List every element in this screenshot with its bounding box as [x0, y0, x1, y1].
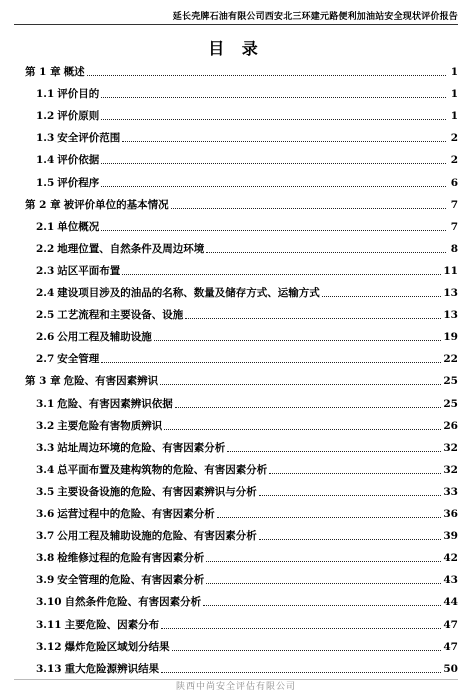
dot-leader [101, 361, 441, 363]
toc-entry-title: 自然条件危险、有害因素分析 [64, 596, 202, 609]
toc-entry-number: 3.2 [36, 419, 55, 432]
toc-section-entry[interactable] [36, 595, 458, 609]
dot-leader [161, 627, 441, 629]
toc-entry-title: 重大危险源辨识结果 [64, 662, 160, 675]
toc-entry-title: 被评价单位的基本情况 [63, 198, 169, 211]
toc-section-entry[interactable] [36, 640, 458, 654]
toc-entry-number: 2.4 [36, 287, 55, 299]
toc-entry-title: 危险、有害因素辨识 [63, 375, 159, 388]
toc-page-number: 39 [443, 530, 458, 543]
toc-page-number: 2 [450, 154, 458, 167]
toc-page-number: 43 [443, 574, 458, 587]
toc-entry-number: 2.3 [36, 264, 55, 277]
toc-page-number: 42 [443, 552, 458, 565]
toc-entry-title: 站区平面布置 [57, 264, 121, 277]
toc-entry-number: 3.6 [36, 508, 55, 520]
dot-leader [164, 428, 441, 430]
toc-entry-number: 2.5 [36, 309, 55, 322]
toc-entry-number: 2.1 [36, 220, 55, 233]
toc-section-entry[interactable] [36, 220, 458, 234]
toc-entry-number: 3.11 [36, 618, 62, 631]
toc-page-number: 47 [443, 618, 458, 631]
dot-leader [322, 295, 442, 297]
toc-page-number: 2 [450, 132, 458, 145]
toc-entry-title: 安全管理的危险、有害因素分析 [57, 574, 205, 587]
toc-page-number: 26 [443, 419, 458, 432]
dot-leader [259, 494, 442, 496]
toc-entry-title: 公用工程及辅助设施 [57, 331, 152, 344]
toc-page-number: 36 [443, 508, 458, 520]
toc-entry-title: 评价依据 [57, 154, 100, 167]
toc-page-number: 47 [443, 640, 458, 653]
dot-leader [171, 207, 446, 209]
toc-page-number: 25 [443, 375, 458, 388]
toc-entry-number: 3.7 [36, 530, 55, 543]
toc-entry-title: 地理位置、自然条件及周边环境 [57, 242, 205, 255]
toc-entry-title: 总平面布置及建构筑物的危险、有害因素分析 [57, 463, 268, 476]
dot-leader [203, 604, 441, 606]
toc-entry-title: 主要危险、因素分布 [64, 618, 160, 631]
dot-leader [101, 96, 446, 98]
toc-page-number: 32 [443, 441, 458, 454]
dot-leader [172, 649, 442, 651]
toc-section-entry[interactable] [36, 441, 458, 455]
toc-page-number: 13 [443, 287, 458, 299]
dot-leader [217, 516, 442, 518]
dot-leader [206, 251, 446, 253]
toc-page-number: 7 [450, 220, 458, 233]
toc-section-entry[interactable] [36, 131, 458, 145]
toc-page-number: 8 [450, 242, 458, 255]
toc-section-entry[interactable] [36, 485, 458, 499]
toc-page-number: 50 [443, 662, 458, 675]
toc-entry-title: 建设项目涉及的油品的名称、数量及储存方式、运输方式 [57, 287, 320, 299]
dot-leader [122, 140, 446, 142]
dot-leader [185, 317, 441, 319]
toc-section-entry[interactable] [36, 242, 458, 256]
toc-entry-number: 1.1 [36, 88, 55, 101]
dot-leader [101, 185, 446, 187]
toc-entry-number: 1.4 [36, 154, 55, 167]
toc-entry-title: 评价原则 [57, 110, 100, 123]
running-footer: 陕西中尚安全评估有限公司 [175, 682, 296, 692]
toc-entry-number: 2.6 [36, 331, 55, 344]
toc-page-number: 33 [443, 485, 458, 498]
toc-chapter-entry[interactable] [25, 374, 458, 388]
toc-section-entry[interactable] [36, 463, 458, 477]
toc-entry-number: 1.5 [36, 176, 55, 189]
toc-entry-number: 2.2 [36, 242, 55, 255]
toc-entry-number: 第 1 章 [25, 66, 61, 78]
toc-section-entry[interactable] [36, 529, 458, 543]
toc-entry-title: 安全管理 [57, 353, 100, 366]
toc-page-number: 11 [443, 264, 458, 277]
dot-leader [101, 162, 446, 164]
toc-chapter-entry[interactable] [25, 65, 458, 79]
toc-entry-title: 站址周边环境的危险、有害因素分析 [57, 441, 226, 454]
toc-section-entry[interactable] [36, 397, 458, 411]
toc-section-entry[interactable] [36, 330, 458, 344]
toc-entry-title: 安全评价范围 [57, 132, 121, 145]
toc-section-entry[interactable] [36, 176, 458, 190]
toc-entry-title: 危险、有害因素辨识依据 [57, 397, 173, 410]
toc-page-number: 6 [450, 176, 458, 189]
dot-leader [154, 339, 442, 341]
dot-leader [206, 560, 441, 562]
toc-section-entry[interactable] [36, 109, 458, 123]
toc-page-number: 19 [443, 331, 458, 344]
toc-entry-number: 3.4 [36, 463, 55, 476]
toc-page-number: 7 [450, 198, 458, 211]
toc-page-number: 1 [450, 66, 458, 78]
dot-leader [160, 383, 441, 385]
toc-entry-number: 3.10 [36, 596, 62, 609]
dot-leader [269, 472, 441, 474]
toc-section-entry[interactable] [36, 352, 458, 366]
toc-section-entry[interactable] [36, 419, 458, 433]
toc-entry-title: 主要危险有害物质辨识 [57, 419, 163, 432]
toc-entry-number: 3.13 [36, 662, 62, 675]
dot-leader [122, 273, 441, 275]
toc-section-entry[interactable] [36, 308, 458, 322]
toc-entry-number: 第 2 章 [25, 198, 61, 211]
toc-entry-title: 评价程序 [57, 176, 100, 189]
toc-entry-number: 1.3 [36, 132, 55, 145]
dot-leader [161, 671, 441, 673]
header-divider [14, 24, 458, 25]
toc-page-number: 13 [443, 309, 458, 322]
dot-leader [227, 450, 441, 452]
page-title: 目 录 [208, 39, 264, 58]
toc-entry-title: 评价目的 [57, 88, 100, 101]
toc-entry-title: 爆炸危险区域划分结果 [64, 640, 170, 653]
toc-entry-title: 主要设备设施的危险、有害因素辨识与分析 [57, 485, 257, 498]
toc-section-entry[interactable] [36, 264, 458, 278]
toc-section-entry[interactable] [36, 286, 458, 300]
dot-leader [101, 118, 446, 120]
toc-entry-number: 3.1 [36, 397, 55, 410]
toc-entry-title: 公用工程及辅助设施的危险、有害因素分析 [57, 530, 257, 543]
toc-section-entry[interactable] [36, 153, 458, 167]
toc-entry-title: 单位概况 [57, 220, 100, 233]
toc-entry-title: 运营过程中的危险、有害因素分析 [57, 508, 215, 520]
toc-section-entry[interactable] [36, 573, 458, 587]
running-header: 延长壳牌石油有限公司西安北三环建元路便利加油站安全现状评价报告 [172, 12, 458, 22]
toc-page-number: 25 [443, 397, 458, 410]
toc-page-number: 1 [450, 110, 458, 123]
dot-leader [101, 229, 446, 231]
toc-section-entry[interactable] [36, 87, 458, 101]
toc-entry-number: 第 3 章 [25, 375, 61, 388]
toc-page-number: 32 [443, 463, 458, 476]
toc-chapter-entry[interactable] [25, 198, 458, 212]
dot-leader [206, 582, 441, 584]
dot-leader [259, 538, 442, 540]
dot-leader [175, 406, 442, 408]
dot-leader [87, 74, 446, 76]
toc-section-entry[interactable] [36, 507, 458, 521]
toc-entry-title: 检维修过程的危险有害因素分析 [57, 552, 205, 565]
toc-entry-number: 3.12 [36, 640, 62, 653]
toc-section-entry[interactable] [36, 618, 458, 632]
toc-entry-number: 1.2 [36, 110, 55, 123]
toc-entry-number: 3.9 [36, 574, 55, 587]
toc-page-number: 22 [443, 353, 458, 366]
toc-entry-number: 2.7 [36, 353, 55, 366]
toc-page-number: 1 [450, 88, 458, 101]
toc-entry-title: 工艺流程和主要设备、设施 [57, 309, 184, 322]
toc-entry-number: 3.3 [36, 441, 55, 454]
toc-page-number: 44 [443, 596, 458, 609]
toc-entry-number: 3.5 [36, 485, 55, 498]
toc-section-entry[interactable] [36, 662, 458, 676]
toc-section-entry[interactable] [36, 551, 458, 565]
toc-entry-title: 概述 [63, 66, 85, 78]
toc-entry-number: 3.8 [36, 552, 55, 565]
